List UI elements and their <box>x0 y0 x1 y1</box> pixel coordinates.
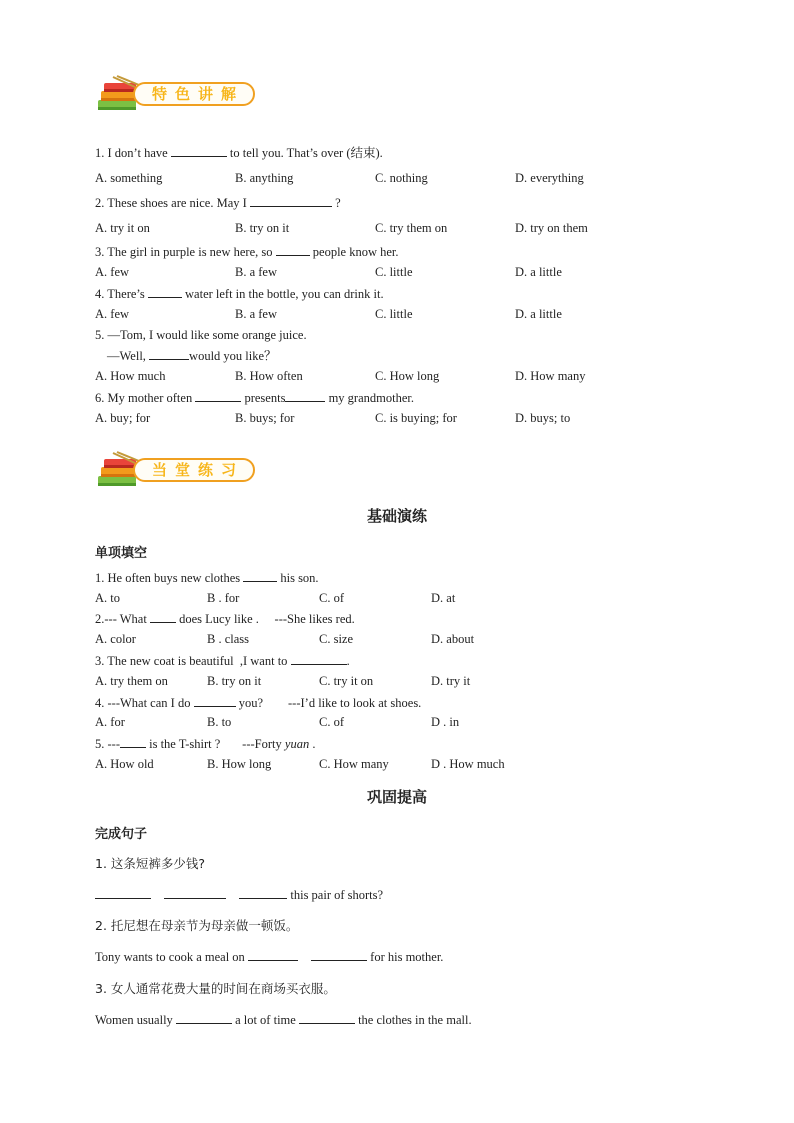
answer-blank[interactable] <box>291 652 347 665</box>
option-d[interactable]: D. buys; to <box>515 411 571 425</box>
question-1: 1. I don’t have to tell you. That’s over (结束). <box>95 146 383 160</box>
sentence-2-answer: Tony wants to cook a meal on for his mother. <box>95 950 444 964</box>
option-d[interactable]: D. at <box>431 591 456 605</box>
answer-blank[interactable] <box>299 1011 355 1024</box>
option-a[interactable]: A. buy; for <box>95 411 151 425</box>
sentence-3-answer: Women usually a lot of time the clothes in the mall. <box>95 1013 472 1027</box>
answer-blank[interactable] <box>176 1011 232 1024</box>
section-heading-advanced: 巩固提高 <box>366 788 427 806</box>
option-a[interactable]: A. try them on <box>95 674 168 688</box>
option-d[interactable]: D. a little <box>515 307 562 321</box>
question-2: 2. These shoes are nice. May I ? <box>95 196 341 210</box>
option-a[interactable]: A. try it on <box>95 221 150 235</box>
option-c[interactable]: C. How many <box>319 757 389 771</box>
answer-blank[interactable] <box>194 694 236 707</box>
option-d[interactable]: D. about <box>431 632 475 646</box>
sentence-1-answer: this pair of shorts? <box>95 886 383 903</box>
banner-pill <box>133 82 255 106</box>
option-b[interactable]: B. anything <box>235 171 294 185</box>
option-d[interactable]: D . in <box>431 715 460 729</box>
sentence-1-prompt: 1. 这条短裤多少钱? <box>95 856 206 871</box>
option-a[interactable]: A. How much <box>95 369 166 383</box>
option-c[interactable]: C. little <box>375 307 413 321</box>
question-6: 6. My mother often presents my grandmother. <box>95 391 414 405</box>
subheading-complete-sentences: 完成句子 <box>95 827 148 842</box>
answer-blank[interactable] <box>195 389 241 402</box>
option-b[interactable]: B. How long <box>207 757 272 771</box>
question-5: 5. --- is the T-shirt ? ---Forty yuan . <box>95 737 316 751</box>
question-2: 2.--- What does Lucy like . ---She likes red. <box>95 612 355 626</box>
option-b[interactable]: B. a few <box>235 307 277 321</box>
question-5: 5. —Tom, I would like some orange juice. <box>95 328 307 342</box>
sentence-3-prompt: 3. 女人通常花费大量的时间在商场买衣服。 <box>95 981 336 996</box>
answer-blank[interactable] <box>276 243 310 256</box>
option-b[interactable]: B. How often <box>235 369 303 383</box>
option-c[interactable]: C. try them on <box>375 221 448 235</box>
question-4: 4. There’s water left in the bottle, you can drink it. <box>95 287 384 301</box>
option-b[interactable]: B . class <box>207 632 250 646</box>
answer-blank[interactable] <box>95 886 151 899</box>
answer-blank[interactable] <box>150 610 176 623</box>
banner-title: 特色讲解 <box>151 85 244 103</box>
option-c[interactable]: C. try it on <box>319 674 374 688</box>
option-b[interactable]: B. try on it <box>207 674 262 688</box>
sentence-2-prompt: 2. 托尼想在母亲节为母亲做一顿饭。 <box>95 918 299 933</box>
option-d[interactable]: D. a little <box>515 265 562 279</box>
option-a[interactable]: A. for <box>95 715 125 729</box>
option-c[interactable]: C. little <box>375 265 413 279</box>
option-a[interactable]: A. How old <box>95 757 154 771</box>
answer-blank[interactable] <box>239 886 287 899</box>
option-c[interactable]: C. of <box>319 591 344 605</box>
option-a[interactable]: A. color <box>95 632 136 646</box>
answer-blank[interactable] <box>149 347 189 360</box>
option-d[interactable]: D . How much <box>431 757 505 771</box>
option-b[interactable]: B. buys; for <box>235 411 295 425</box>
option-b[interactable]: B. try on it <box>235 221 290 235</box>
option-d[interactable]: D. How many <box>515 369 586 383</box>
banner-explain <box>95 74 260 118</box>
option-c[interactable]: C. is buying; for <box>375 411 457 425</box>
answer-blank[interactable] <box>120 735 146 748</box>
option-a[interactable]: A. something <box>95 171 163 185</box>
answer-blank[interactable] <box>171 144 227 157</box>
banner-pill <box>133 458 255 482</box>
question-1: 1. He often buys new clothes his son. <box>95 571 319 585</box>
option-a[interactable]: A. few <box>95 265 130 279</box>
question-3: 3. The new coat is beautiful ,I want to . <box>95 654 350 668</box>
option-c[interactable]: C. of <box>319 715 344 729</box>
section-heading-basic: 基础演练 <box>366 507 427 525</box>
answer-blank[interactable] <box>248 948 298 961</box>
option-a[interactable]: A. to <box>95 591 120 605</box>
option-b[interactable]: B. to <box>207 715 232 729</box>
answer-blank[interactable] <box>285 389 325 402</box>
question-4: 4. ---What can I do you? ---I’d like to look at shoes. <box>95 696 422 710</box>
answer-blank[interactable] <box>243 569 277 582</box>
banner-practice <box>95 450 260 494</box>
option-b[interactable]: B. a few <box>235 265 277 279</box>
option-c[interactable]: C. size <box>319 632 354 646</box>
banner-title: 当堂练习 <box>151 461 244 479</box>
option-b[interactable]: B . for <box>207 591 240 605</box>
option-d[interactable]: D. everything <box>515 171 584 185</box>
answer-blank[interactable] <box>311 948 367 961</box>
option-c[interactable]: C. nothing <box>375 171 428 185</box>
answer-blank[interactable] <box>164 886 226 899</box>
answer-blank[interactable] <box>148 285 182 298</box>
answer-blank[interactable] <box>250 194 332 207</box>
option-d[interactable]: D. try on them <box>515 221 588 235</box>
option-d[interactable]: D. try it <box>431 674 471 688</box>
question-3: 3. The girl in purple is new here, so people know her. <box>95 245 399 259</box>
subheading-single-choice: 单项填空 <box>95 546 148 561</box>
option-a[interactable]: A. few <box>95 307 130 321</box>
option-c[interactable]: C. How long <box>375 369 440 383</box>
question-5-reply: —Well, would you like？ <box>107 349 277 363</box>
